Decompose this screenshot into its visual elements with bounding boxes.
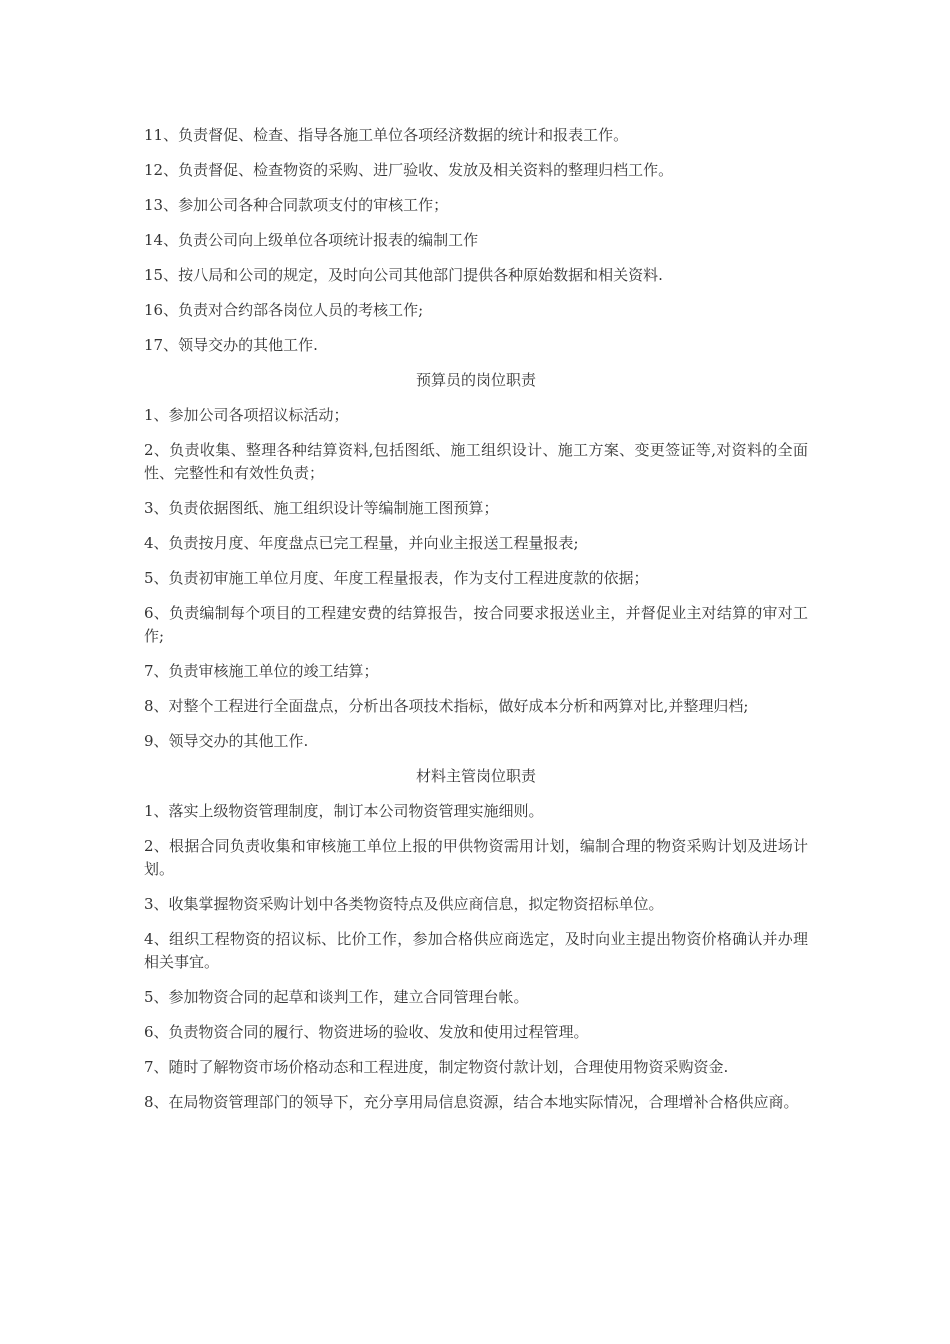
list-item: 2、根据合同负责收集和审核施工单位上报的甲供物资需用计划，编制合理的物资采购计划及进场计划。 [144, 837, 808, 878]
list-item: 14、负责公司向上级单位各项统计报表的编制工作 [144, 231, 479, 249]
list-item: 11、负责督促、检查、指导各施工单位各项经济数据的统计和报表工作。 [144, 126, 629, 144]
list-item: 8、在局物资管理部门的领导下，充分享用局信息资源，结合本地实际情况，合理增补合格供应商。 [144, 1093, 799, 1111]
section-title-material: 材料主管岗位职责 [415, 767, 536, 785]
list-item: 8、对整个工程进行全面盘点，分析出各项技术指标，做好成本分析和两算对比,并整理归档; [144, 697, 749, 715]
list-item: 2、负责收集、整理各种结算资料,包括图纸、施工组织设计、施工方案、变更签证等,对资料的全面性、完整性和有效性负责； [144, 441, 808, 482]
list-item: 5、负责初审施工单位月度、年度工程量报表，作为支付工程进度款的依据； [144, 569, 649, 587]
list-item: 13、参加公司各种合同款项支付的审核工作； [144, 196, 449, 214]
list-item: 17、领导交办的其他工作. [144, 336, 318, 354]
list-item: 7、随时了解物资市场价格动态和工程进度，制定物资付款计划，合理使用物资采购资金. [144, 1058, 729, 1076]
list-item: 5、参加物资合同的起草和谈判工作，建立合同管理台帐。 [144, 988, 529, 1006]
list-item: 9、领导交办的其他工作. [144, 732, 309, 750]
document-body [144, 124, 808, 1126]
list-item: 1、落实上级物资管理制度，制订本公司物资管理实施细则。 [144, 802, 544, 820]
list-item: 7、负责审核施工单位的竣工结算； [144, 662, 379, 680]
section-title-budget: 预算员的岗位职责 [415, 371, 536, 389]
list-item: 15、按八局和公司的规定，及时向公司其他部门提供各种原始数据和相关资料. [144, 266, 663, 284]
list-item: 3、收集掌握物资采购计划中各类物资特点及供应商信息，拟定物资招标单位。 [144, 895, 664, 913]
list-item: 6、负责编制每个项目的工程建安费的结算报告，按合同要求报送业主，并督促业主对结算的审对工作; [144, 604, 808, 645]
list-item: 16、负责对合约部各岗位人员的考核工作; [144, 301, 424, 319]
list-item: 4、负责按月度、年度盘点已完工程量，并向业主报送工程量报表; [144, 534, 579, 552]
list-item: 4、组织工程物资的招议标、比价工作，参加合格供应商选定，及时向业主提出物资价格确认并办理相关事宜。 [144, 930, 808, 971]
list-item: 6、负责物资合同的履行、物资进场的验收、发放和使用过程管理。 [144, 1023, 589, 1041]
list-item: 1、参加公司各项招议标活动； [144, 406, 349, 424]
list-item: 12、负责督促、检查物资的采购、进厂验收、发放及相关资料的整理归档工作。 [144, 161, 674, 179]
list-item: 3、负责依据图纸、施工组织设计等编制施工图预算； [144, 499, 499, 517]
